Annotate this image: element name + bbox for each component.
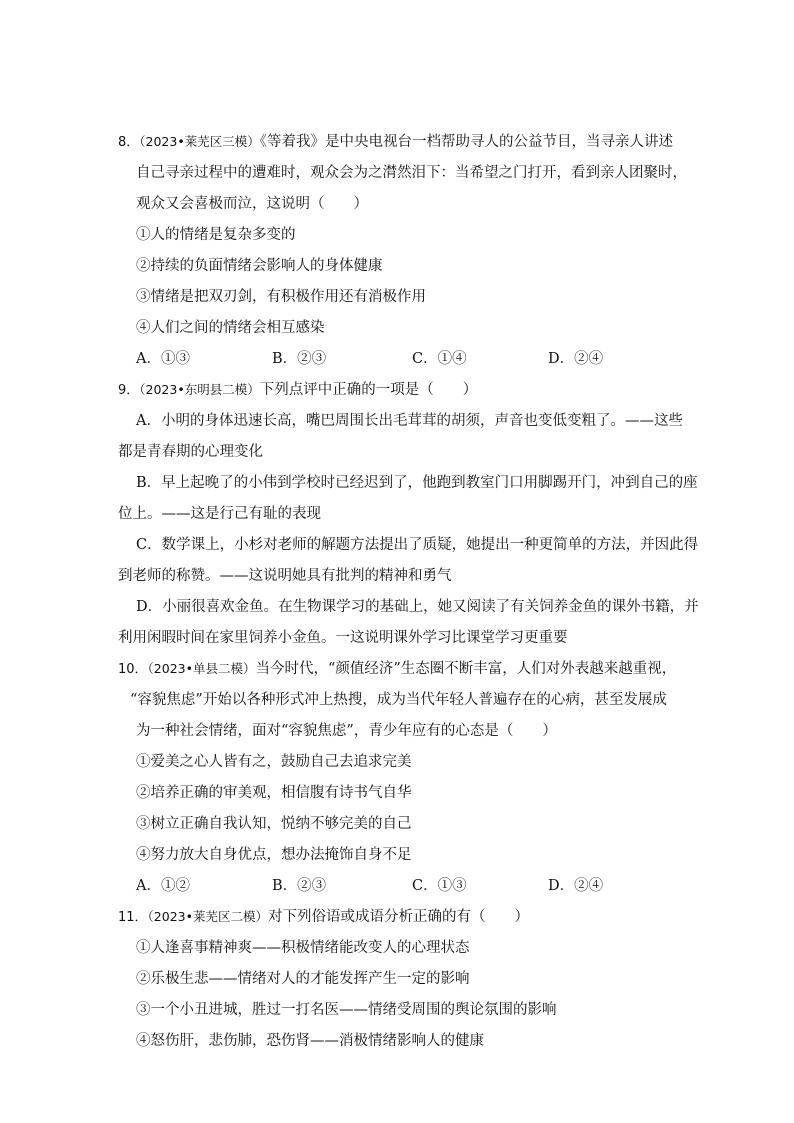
question-source: （2023•莱芜区二模） xyxy=(147,909,268,924)
question-stem-text: 下列点评中正确的一项是（ ） xyxy=(259,382,478,398)
question-8-statement-4: ④人们之间的情绪会相互感染 xyxy=(136,320,325,336)
question-9-option-a-line-2[interactable]: 都是青春期的心理变化 xyxy=(118,444,263,460)
question-9-option-b-line-2[interactable]: 位上。——这是行己有耻的表现 xyxy=(118,506,321,522)
question-8-choice-c[interactable]: C．①④ xyxy=(412,351,467,367)
question-source: （2023•东明县二模） xyxy=(139,382,260,397)
question-8-choice-a[interactable]: A．①③ xyxy=(136,351,190,367)
question-10-statement-1: ①爱美之心人皆有之，鼓励自己去追求完美 xyxy=(136,754,412,770)
question-9-option-b-line-1[interactable]: B．早上起晚了的小伟到学校时已经迟到了，他跑到教室门口用脚踢开门，冲到自己的座 xyxy=(136,475,698,491)
question-9-stem-line-1 xyxy=(118,380,477,400)
question-10-stem-line-1 xyxy=(118,659,676,679)
question-9-option-d-line-1[interactable]: D．小丽很喜欢金鱼。在生物课学习的基础上，她又阅读了有关饲养金鱼的课外书籍，并 xyxy=(136,599,699,615)
question-8-choice-b[interactable]: B．②③ xyxy=(272,351,327,367)
question-11-statement-3: ③一个小丑进城，胜过一打名医——情绪受周围的舆论氛围的影响 xyxy=(136,1002,557,1018)
question-11-statement-4: ④怒伤肝，悲伤肺，恐伤肾——消极情绪影响人的健康 xyxy=(136,1033,484,1049)
question-11-statement-2: ②乐极生悲——情绪对人的才能发挥产生一定的影响 xyxy=(136,971,470,987)
question-9-option-c-line-2[interactable]: 到老师的称赞。——这说明她具有批判的精神和勇气 xyxy=(118,568,452,584)
question-8-stem-line-2: 自己寻亲过程中的遭难时，观众会为之潸然泪下：当希望之门打开，看到亲人团聚时， xyxy=(136,165,687,181)
question-11-stem-line-1 xyxy=(118,907,529,927)
question-8-statement-1: ①人的情绪是复杂多变的 xyxy=(136,227,296,243)
question-10-stem-line-2: “容貌焦虑”开始以各种形式冲上热搜，成为当代年轻人普遍存在的心病，甚至发展成 xyxy=(130,692,667,708)
question-8-choice-d[interactable]: D．②④ xyxy=(548,351,604,367)
question-9-option-a-line-1[interactable]: A．小明的身体迅速长高，嘴巴周围长出毛茸茸的胡须，声音也变低变粗了。——这些 xyxy=(136,413,683,429)
question-number: 11． xyxy=(118,910,148,925)
question-9-option-d-line-2[interactable]: 利用闲暇时间在家里饲养小金鱼。一这说明课外学习比课堂学习更重要 xyxy=(118,630,568,646)
question-10-stem-line-3: 为一种社会情绪，面对“容貌焦虑”，青少年应有的心态是（ ） xyxy=(136,723,557,739)
question-10-statement-3: ③树立正确自我认知，悦纳不够完美的自己 xyxy=(136,816,412,832)
question-number: 9． xyxy=(118,383,140,398)
question-10-choice-d[interactable]: D．②④ xyxy=(548,878,604,894)
question-stem-text: 《等着我》是中央电视台一档帮助寻人的公益节目，当寻亲人讲述 xyxy=(259,134,673,150)
question-8-statement-3: ③情绪是把双刃剑，有积极作用还有消极作用 xyxy=(136,289,426,305)
question-10-statement-2: ②培养正确的审美观，相信腹有诗书气自华 xyxy=(136,785,412,801)
question-10-choice-c[interactable]: C．①③ xyxy=(412,878,467,894)
question-stem-text: 当今时代，“颜值经济”生态圈不断丰富，人们对外表越来越重视， xyxy=(255,661,677,677)
question-number: 10． xyxy=(118,662,148,677)
question-9-option-c-line-1[interactable]: C．数学课上，小杉对老师的解题方法提出了质疑，她提出一种更简单的方法，并因此得 xyxy=(136,537,699,553)
question-10-choice-b[interactable]: B．②③ xyxy=(272,878,327,894)
question-8-statement-2: ②持续的负面情绪会影响人的身体健康 xyxy=(136,258,383,274)
question-source: （2023•莱芜区三模） xyxy=(139,134,260,149)
question-10-choice-a[interactable]: A．①② xyxy=(136,878,190,894)
question-number: 8． xyxy=(118,135,140,150)
question-stem-text: 对下列俗语或成语分析正确的有（ ） xyxy=(267,909,529,925)
question-source: （2023•单县二模） xyxy=(147,661,256,676)
question-8-stem-line-1 xyxy=(118,132,673,152)
question-10-statement-4: ④努力放大自身优点，想办法掩饰自身不足 xyxy=(136,847,412,863)
question-11-statement-1: ①人逢喜事精神爽——积极情绪能改变人的心理状态 xyxy=(136,940,470,956)
question-8-stem-line-3: 观众又会喜极而泣，这说明（ ） xyxy=(136,196,368,212)
